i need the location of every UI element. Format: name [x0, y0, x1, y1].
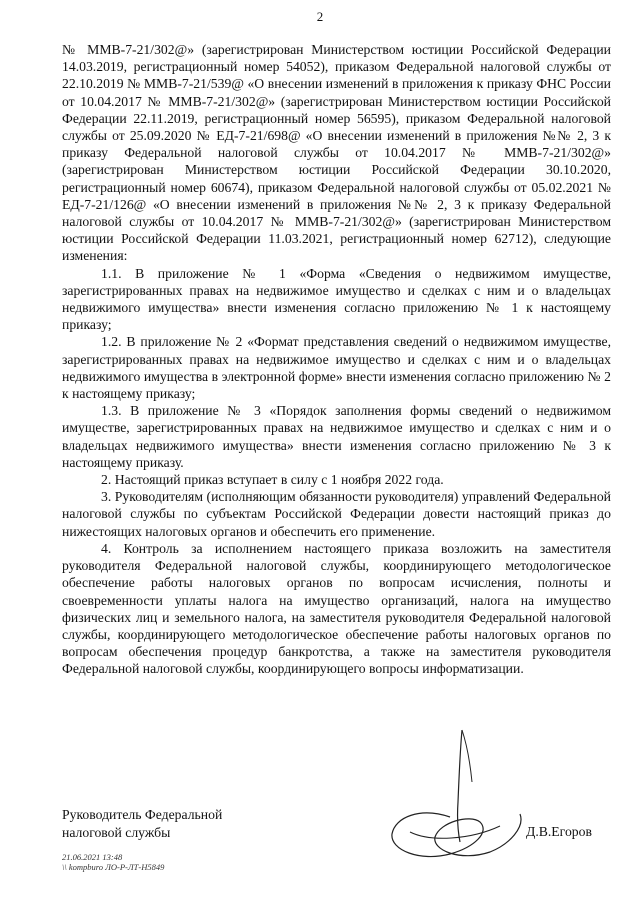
paragraph-1-1: 1.1. В приложение № 1 «Форма «Сведения о недвижимом имуществе, зарегистрированных правах на недвижимое имущество и сделках с ним и о владельцах недвижимого имущества» внести изменения согласно приложению № 1 к настоящему приказу; — [62, 265, 611, 333]
footer-timestamp: 21.06.2021 13:48 — [62, 852, 123, 862]
paragraph-amendment-list: № ММВ-7-21/302@» (зарегистрирован Министерством юстиции Российской Федерации 14.03.2019, регистрационный номер 54052), приказом Федеральной налоговой службы от 22.10.2019 № ММВ-7-21/539@ «О внесении изменений в приложения к приказу ФНС России от 10.04.2017 № ММВ-7-21/302@» (зарегистрирован Министерством юстиции Российской Федерации 22.11.2019, регистрационный номер 56595), приказом Федеральной налоговой службы от 25.09.2020 № ЕД-7-21/698@ «О внесении изменений в приложения №№ 2, 3 к приказу Федеральной налоговой службы от 10.04.2017 № ММВ-7-21/302@» (зарегистрирован Министерством юстиции Российской Федерации 30.10.2020, регистрационный номер 60674), приказом Федеральной налоговой службы от 05.02.2021 № ЕД-7-21/126@ «О внесении изменений в приложения №№ 2, 3 к приказу Федеральной налоговой службы от 10.04.2017 № ММВ-7-21/302@» (зарегистрирован Министерством юстиции Российской Федерации 11.03.2021, регистрационный номер 62712), следующие изменения: — [62, 42, 611, 264]
page-number: 2 — [316, 9, 324, 24]
paragraph-1-3: 1.3. В приложение № 3 «Порядок заполнения формы сведений о недвижимом имуществе, зарегистрированных правах на недвижимое имущество и сделках с ним и о владельцах недвижимого имущества» внести изменения согласно приложению № 3 к настоящему приказу. — [62, 403, 611, 470]
paragraph-3: 3. Руководителям (исполняющим обязанности руководителя) управлений Федеральной налоговой службы по субъектам Российской Федерации довести настоящий приказ до нижестоящих налоговых органов и обеспечить его применение. — [62, 489, 611, 539]
signatory-name: Д.В.Егоров — [526, 824, 592, 839]
signatory-position-line1: Руководитель Федеральной — [62, 807, 223, 822]
paragraph-1-2: 1.2. В приложение № 2 «Формат представления сведений о недвижимом имуществе, зарегистрированных правах на недвижимое имущество и сделках с ним и о владельцах недвижимого имущества в электронной форме» внести изменения согласно приложению № 2 к настоящему приказу; — [62, 334, 611, 402]
paragraph-4: 4. Контроль за исполнением настоящего приказа возложить на заместителя руководителя Федеральной налоговой службы, координирующего методологическое обеспечение работы налоговых органов по вопросам исчисления, полноты и своевременности уплаты налога на имущество организаций, налога на имущество физических лиц и земельного налога, на заместителя руководителя Федеральной налоговой службы, координирующего методологическое обеспечение работы налоговых органов по вопросам обеспечения процедур банкротства, а также на заместителя руководителя Федеральной налоговой службы, координирующего вопросы информатизации. — [62, 540, 611, 677]
footer-path: \\ kompburo ЛО-Р-ЛТ-Н5849 — [62, 862, 165, 872]
signatory-position — [62, 806, 282, 842]
paragraph-2: 2. Настоящий приказ вступает в силу с 1 ноября 2022 года. — [101, 472, 444, 488]
signatory-position-line2: налоговой службы — [62, 825, 171, 840]
order-body — [62, 41, 611, 678]
footer-note — [62, 852, 164, 872]
handwritten-signature — [380, 722, 540, 872]
